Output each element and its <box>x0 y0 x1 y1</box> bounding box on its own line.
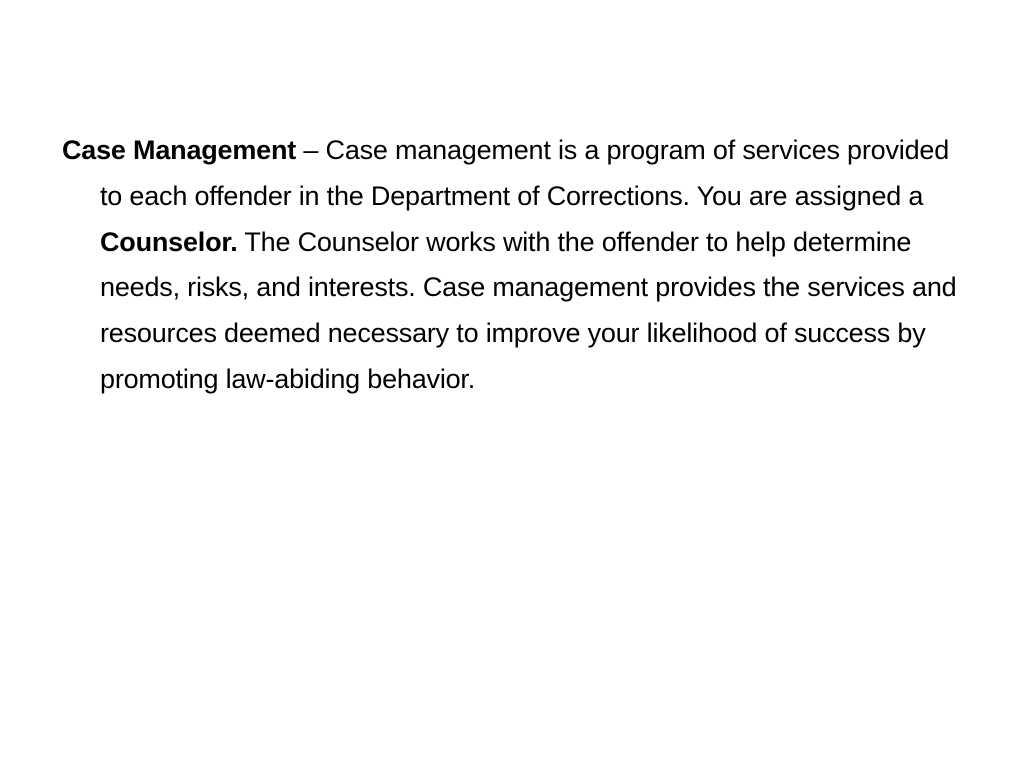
case-management-term: Case Management <box>62 135 297 165</box>
dash-separator: – <box>296 135 326 165</box>
counselor-term: Counselor. <box>100 226 238 257</box>
slide-content <box>62 128 962 403</box>
paragraph-text-2: The Counselor works with the offender to help determine needs, risks, and interests. Case management provides the services and resources deemed necessary to improve your likelihood of success by promoting law-abiding behavior. <box>100 226 957 394</box>
case-management-paragraph <box>62 128 962 403</box>
paragraph-text-1: Case management is a program of services provided to each offender in the Department of Corrections. You are assigned a <box>100 135 950 211</box>
